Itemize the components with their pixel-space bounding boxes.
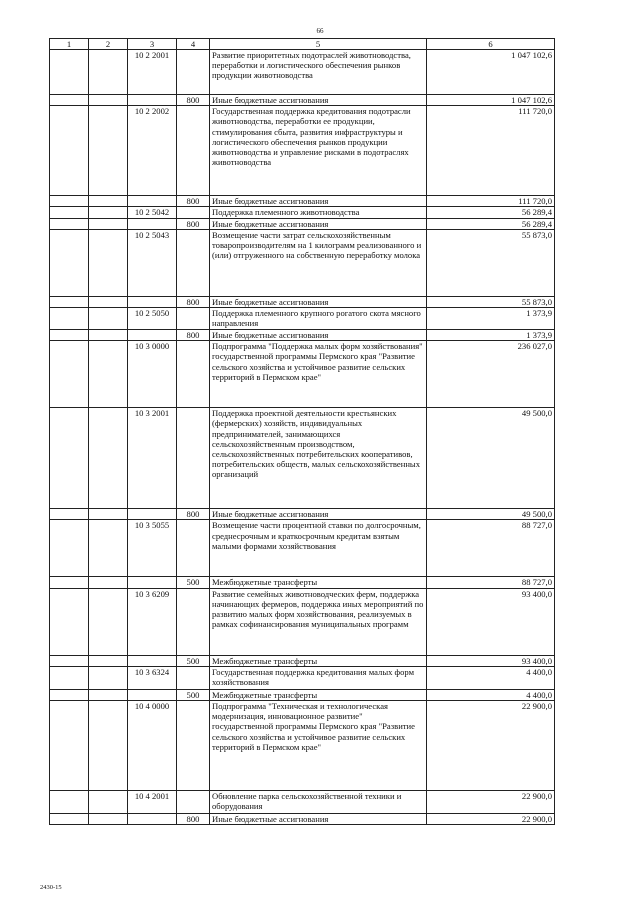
- cell-name: Иные бюджетные ассигнования: [210, 196, 427, 207]
- header-col-1: 1: [50, 39, 89, 50]
- cell-amount: 55 873,0: [427, 229, 555, 296]
- cell-name: Межбюджетные трансферты: [210, 655, 427, 666]
- cell-amount: 49 500,0: [427, 509, 555, 520]
- cell-name: Иные бюджетные ассигнования: [210, 95, 427, 106]
- cell-amount: 1 373,9: [427, 308, 555, 330]
- cell-col-2: [89, 330, 128, 341]
- cell-name: Межбюджетные трансферты: [210, 689, 427, 700]
- cell-amount: 49 500,0: [427, 408, 555, 509]
- table-row: [50, 814, 555, 825]
- cell-name: Подпрограмма "Поддержка малых форм хозяйствования" государственной программы Пермского края "Развитие сельского хозяйства и устойчивое развитие сельских территорий в Пермском крае": [210, 341, 427, 408]
- table-row: [50, 296, 555, 307]
- cell-col-1: [50, 666, 89, 689]
- cell-amount: 111 720,0: [427, 106, 555, 196]
- cell-expense-type: 500: [177, 655, 210, 666]
- cell-name: Развитие семейных животноводческих ферм, поддержка начинающих фермеров, поддержка иных мероприятий по развитию малых форм хозяйствования, реализуемых в рамках софинансирования муниципальных программ: [210, 588, 427, 655]
- cell-expense-type: [177, 701, 210, 791]
- cell-amount: 22 900,0: [427, 791, 555, 814]
- cell-expense-type: [177, 666, 210, 689]
- cell-expense-type: 500: [177, 577, 210, 588]
- table-body: [50, 50, 555, 825]
- cell-col-2: [89, 666, 128, 689]
- cell-expense-type: 800: [177, 196, 210, 207]
- cell-col-2: [89, 791, 128, 814]
- cell-expense-type: [177, 588, 210, 655]
- cell-name: Поддержка проектной деятельности крестьянских (фермерских) хозяйств, индивидуальных предпринимателей, занимающихся сельскохозяйственным производством, сельскохозяйственных потребительских кооперативов, потребительских обществ, малых сельскохозяйственных организаций: [210, 408, 427, 509]
- table-row: [50, 308, 555, 330]
- table-row: [50, 106, 555, 196]
- cell-expense-type: [177, 50, 210, 95]
- cell-col-1: [50, 509, 89, 520]
- cell-target-code: 10 2 5050: [128, 308, 177, 330]
- cell-expense-type: 800: [177, 330, 210, 341]
- cell-col-1: [50, 296, 89, 307]
- cell-expense-type: [177, 308, 210, 330]
- cell-amount: 56 289,4: [427, 218, 555, 229]
- cell-expense-type: 800: [177, 814, 210, 825]
- table-row: [50, 701, 555, 791]
- cell-name: Подпрограмма "Техническая и технологическая модернизация, инновационное развитие" государственной программы Пермского края "Развитие сельского хозяйства и устойчивое развитие сельских территорий в Пермском крае": [210, 701, 427, 791]
- table-row: [50, 689, 555, 700]
- header-col-5: 5: [210, 39, 427, 50]
- cell-col-1: [50, 50, 89, 95]
- cell-expense-type: [177, 229, 210, 296]
- table-row: [50, 577, 555, 588]
- cell-col-2: [89, 196, 128, 207]
- table-row: [50, 588, 555, 655]
- cell-target-code: 10 2 5043: [128, 229, 177, 296]
- cell-expense-type: [177, 520, 210, 577]
- table-row: [50, 330, 555, 341]
- cell-target-code: [128, 577, 177, 588]
- cell-target-code: 10 3 2001: [128, 408, 177, 509]
- cell-col-1: [50, 408, 89, 509]
- cell-amount: 111 720,0: [427, 196, 555, 207]
- cell-col-2: [89, 50, 128, 95]
- cell-name: Иные бюджетные ассигнования: [210, 296, 427, 307]
- cell-amount: 88 727,0: [427, 520, 555, 577]
- cell-name: Иные бюджетные ассигнования: [210, 509, 427, 520]
- cell-col-2: [89, 655, 128, 666]
- cell-col-2: [89, 701, 128, 791]
- cell-target-code: 10 3 6209: [128, 588, 177, 655]
- table-row: [50, 520, 555, 577]
- cell-col-1: [50, 577, 89, 588]
- cell-col-2: [89, 689, 128, 700]
- cell-col-1: [50, 655, 89, 666]
- cell-expense-type: 800: [177, 509, 210, 520]
- cell-amount: 4 400,0: [427, 689, 555, 700]
- cell-col-2: [89, 308, 128, 330]
- header-col-2: 2: [89, 39, 128, 50]
- cell-col-1: [50, 308, 89, 330]
- cell-target-code: 10 2 2001: [128, 50, 177, 95]
- cell-col-1: [50, 520, 89, 577]
- cell-target-code: 10 3 6324: [128, 666, 177, 689]
- table-row: [50, 791, 555, 814]
- cell-name: Межбюджетные трансферты: [210, 577, 427, 588]
- cell-amount: 4 400,0: [427, 666, 555, 689]
- cell-col-2: [89, 296, 128, 307]
- cell-expense-type: 800: [177, 296, 210, 307]
- header-col-3: 3: [128, 39, 177, 50]
- cell-expense-type: 800: [177, 95, 210, 106]
- cell-amount: 93 400,0: [427, 655, 555, 666]
- table-row: [50, 341, 555, 408]
- table-row: [50, 655, 555, 666]
- cell-target-code: [128, 218, 177, 229]
- cell-amount: 22 900,0: [427, 701, 555, 791]
- cell-col-1: [50, 689, 89, 700]
- cell-target-code: 10 4 0000: [128, 701, 177, 791]
- cell-name: Иные бюджетные ассигнования: [210, 218, 427, 229]
- header-col-6: 6: [427, 39, 555, 50]
- cell-target-code: [128, 196, 177, 207]
- cell-name: Возмещение части процентной ставки по долгосрочным, среднесрочным и краткосрочным кредитам взятым малыми формами хозяйствования: [210, 520, 427, 577]
- cell-col-1: [50, 701, 89, 791]
- cell-col-1: [50, 229, 89, 296]
- cell-target-code: 10 2 2002: [128, 106, 177, 196]
- cell-target-code: [128, 296, 177, 307]
- cell-col-2: [89, 341, 128, 408]
- cell-col-2: [89, 520, 128, 577]
- cell-amount: 88 727,0: [427, 577, 555, 588]
- cell-col-1: [50, 207, 89, 218]
- cell-col-2: [89, 229, 128, 296]
- cell-name: Развитие приоритетных подотраслей животноводства, переработки и логистического обеспечения рынков продукции животноводства: [210, 50, 427, 95]
- cell-target-code: 10 3 0000: [128, 341, 177, 408]
- cell-expense-type: [177, 791, 210, 814]
- cell-col-1: [50, 330, 89, 341]
- cell-expense-type: 800: [177, 218, 210, 229]
- cell-col-1: [50, 791, 89, 814]
- cell-col-2: [89, 509, 128, 520]
- cell-target-code: 10 3 5055: [128, 520, 177, 577]
- cell-target-code: [128, 95, 177, 106]
- cell-amount: 1 047 102,6: [427, 50, 555, 95]
- cell-col-2: [89, 577, 128, 588]
- budget-table: [49, 38, 555, 825]
- cell-target-code: [128, 509, 177, 520]
- cell-expense-type: [177, 106, 210, 196]
- table-row: [50, 218, 555, 229]
- cell-name: Возмещение части затрат сельскохозяйственным товаропроизводителям на 1 килограмм реализованного и (или) отгруженного на собственную переработку молока: [210, 229, 427, 296]
- cell-col-2: [89, 408, 128, 509]
- cell-target-code: [128, 655, 177, 666]
- cell-amount: 93 400,0: [427, 588, 555, 655]
- header-row: [50, 39, 555, 50]
- cell-col-2: [89, 207, 128, 218]
- cell-col-1: [50, 814, 89, 825]
- table-row: [50, 207, 555, 218]
- cell-name: Поддержка племенного крупного рогатого скота мясного направления: [210, 308, 427, 330]
- cell-expense-type: [177, 341, 210, 408]
- table-row: [50, 50, 555, 95]
- table-row: [50, 95, 555, 106]
- cell-expense-type: [177, 207, 210, 218]
- cell-amount: 56 289,4: [427, 207, 555, 218]
- cell-col-2: [89, 95, 128, 106]
- cell-name: Поддержка племенного животноводства: [210, 207, 427, 218]
- header-col-4: 4: [177, 39, 210, 50]
- cell-col-1: [50, 106, 89, 196]
- cell-target-code: [128, 689, 177, 700]
- cell-col-2: [89, 106, 128, 196]
- table-row: [50, 229, 555, 296]
- cell-amount: 55 873,0: [427, 296, 555, 307]
- cell-col-1: [50, 341, 89, 408]
- cell-amount: 1 047 102,6: [427, 95, 555, 106]
- cell-col-1: [50, 196, 89, 207]
- table-row: [50, 666, 555, 689]
- cell-col-2: [89, 218, 128, 229]
- cell-name: Иные бюджетные ассигнования: [210, 814, 427, 825]
- cell-col-1: [50, 95, 89, 106]
- table-row: [50, 509, 555, 520]
- table-row: [50, 196, 555, 207]
- cell-col-2: [89, 588, 128, 655]
- cell-amount: 1 373,9: [427, 330, 555, 341]
- cell-target-code: [128, 814, 177, 825]
- document-code: 2430-15: [40, 884, 62, 891]
- cell-name: Обновление парка сельскохозяйственной техники и оборудования: [210, 791, 427, 814]
- cell-target-code: 10 4 2001: [128, 791, 177, 814]
- cell-amount: 236 027,0: [427, 341, 555, 408]
- cell-amount: 22 900,0: [427, 814, 555, 825]
- cell-target-code: [128, 330, 177, 341]
- cell-col-2: [89, 814, 128, 825]
- table-row: [50, 408, 555, 509]
- cell-col-1: [50, 588, 89, 655]
- cell-name: Государственная поддержка кредитования подотрасли животноводства, переработки ее продукции, стимулирования сбыта, развития инфраструктуры и логистического обеспечения рынков продукции животноводства и управление рисками в подотраслях животноводства: [210, 106, 427, 196]
- cell-col-1: [50, 218, 89, 229]
- cell-expense-type: [177, 408, 210, 509]
- cell-name: Иные бюджетные ассигнования: [210, 330, 427, 341]
- page-number: 66: [316, 27, 324, 35]
- cell-expense-type: 500: [177, 689, 210, 700]
- cell-target-code: 10 2 5042: [128, 207, 177, 218]
- cell-name: Государственная поддержка кредитования малых форм хозяйствования: [210, 666, 427, 689]
